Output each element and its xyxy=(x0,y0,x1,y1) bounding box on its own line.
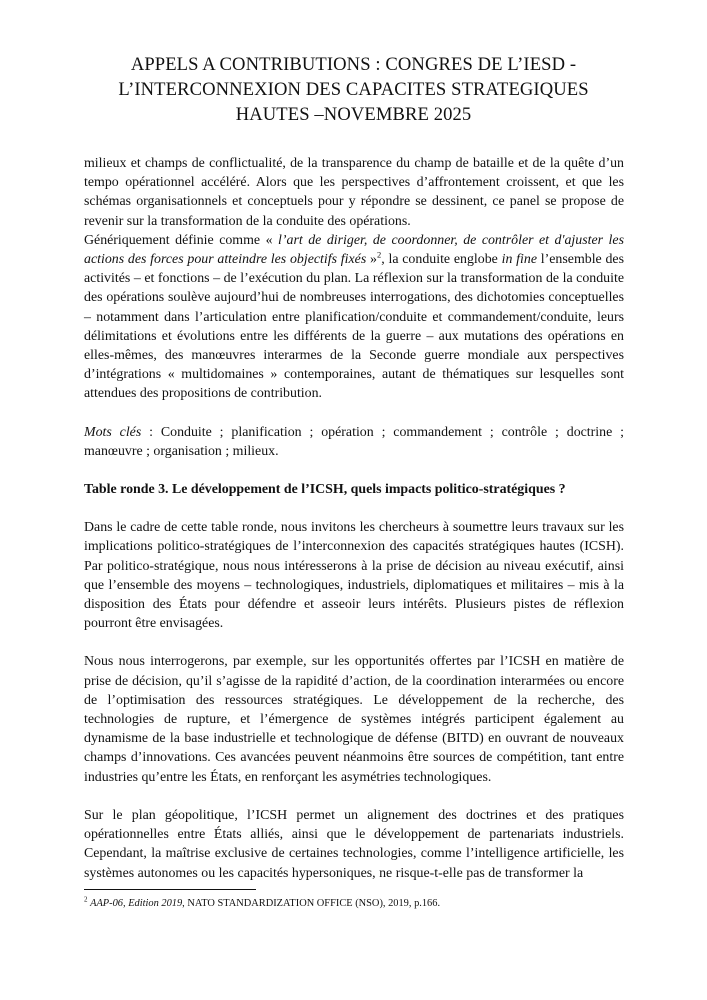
keywords xyxy=(84,423,624,461)
footnote xyxy=(84,897,624,910)
title-line-3: HAUTES –NOVEMBRE 2025 xyxy=(235,104,472,125)
paragraph-decision-making: Nous nous interrogerons, par exemple, sur les opportunités offertes par l’ICSH en matière de prise de décision, qu’il s’agisse de la rapidité d’action, de la coordination interarmées ou encore de l’optimisation des ressources stratégiques. Le développement de la recherche, des technologies de rupture, et l’émergence de systèmes intégrés participent également au dynamisme de la base industrielle et technologique de défense (BITD) en ouvrant de nouveaux champs d’innovations. Ces avancées peuvent néanmoins être sources de compétition, tant entre industries qu’entre les États, en renforçant les asymétries technologiques. xyxy=(84,654,624,785)
definition-text-a: Génériquement définie comme « xyxy=(84,232,279,248)
paragraph-gap xyxy=(84,633,624,652)
paragraph-geopolitics: Sur le plan géopolitique, l’ICSH permet un alignement des doctrines et des pratiques opérationnelles entre États alliés, ainsi que le développement de partenariats industriels. Cependant, la maîtrise exclusive de certaines technologies, comme l’intelligence artificielle, les systèmes autonomes ou les capacités hypersoniques, ne risque-t-elle pas de transformer la xyxy=(84,807,624,881)
page-title xyxy=(60,52,647,127)
paragraph-definition xyxy=(84,231,624,404)
paragraph-gap xyxy=(84,404,624,423)
definition-text-d: l’ensemble des activités – et fonctions – de l’exécution du plan. La réflexion sur la transformation de la conduite des opérations soulève aujourd’hui de nombreuses interrogations, des dichotomies conceptuelles – notamment dans l’articulation entre planification/conduite et commandement/conduite, leurs délimitations et évolutions entre les différents de la guerre – aux mutations des opérations en elles-mêmes, des manœuvres interarmes de la Seconde guerre mondiale aux perspectives d’intégrations « multidomaines » contemporaines, autant de thématiques sur lesquelles sont attendues des propositions de contribution. xyxy=(84,252,625,402)
title-line-2: L’INTERCONNEXION DES CAPACITES STRATEGIQUES xyxy=(118,79,589,100)
title-line-1: APPELS A CONTRIBUTIONS : CONGRES DE L’IESD - xyxy=(130,54,577,75)
paragraph-gap xyxy=(84,461,624,480)
document-body xyxy=(84,154,624,883)
definition-quote: l’art de diriger, de coordonner, de contrôler et d'ajuster les actions des forces pour atteindre les objectifs fixés xyxy=(84,232,624,268)
section-heading: Table ronde 3. Le développement de l’ICSH, quels impacts politico-stratégiques ? xyxy=(84,482,566,498)
paragraph-gap xyxy=(84,499,624,518)
keywords-list: : Conduite ; planification ; opération ; commandement ; contrôle ; doctrine ; manœuvre ; organisation ; milieux. xyxy=(84,424,624,459)
keywords-label: Mots clés xyxy=(84,424,142,440)
footnote-source-text: , NATO STANDARDIZATION OFFICE (NSO), 2019, p.166. xyxy=(182,898,441,909)
definition-text-c: , la conduite englobe xyxy=(381,252,502,268)
footnote-source-title: AAP-06, Edition 2019 xyxy=(90,898,183,909)
footnote-reference: 2 xyxy=(376,249,382,260)
paragraph-round-table-intro: Dans le cadre de cette table ronde, nous invitons les chercheurs à soumettre leurs travaux sur les implications politico-stratégiques de l’interconnexion des capacités stratégiques hautes (ICSH). Par politico-stratégique, nous nous intéresserons à la prise de décision au niveau exécutif, ainsi que l’ensemble des moyens – technologiques, industriels, diplomatiques et militaires – mis à la disposition des États pour défendre et asseoir leurs intérêts. Plusieurs pistes de réflexion pourront être envisagées. xyxy=(84,520,624,632)
paragraph-gap xyxy=(84,787,624,806)
in-fine-term: in fine xyxy=(501,252,538,268)
footnote-number: 2 xyxy=(84,895,88,904)
footnote-separator xyxy=(84,889,256,890)
definition-text-b: » xyxy=(366,252,377,268)
paragraph-intro-continuation: milieux et champs de conflictualité, de la transparence du champ de bataille et de la quête d’un tempo opérationnel accéléré. Alors que les perspectives d’affrontement croissent, et que les schémas organisationnels et conceptuels pour y répondre se dessinent, ce panel se propose de revenir sur la transformation de la conduite des opérations. xyxy=(84,156,624,229)
